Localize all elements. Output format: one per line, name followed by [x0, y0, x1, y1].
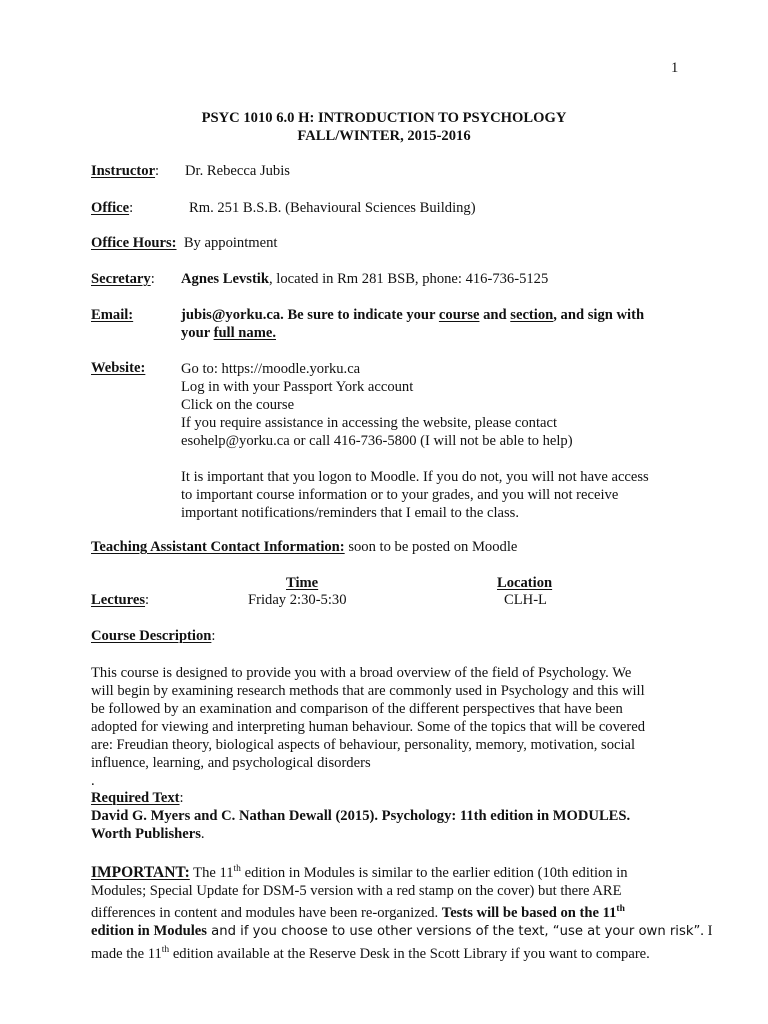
website-line: esohelp@yorku.ca or call 416-736-5800 (I will not be able to help): [181, 433, 573, 449]
website-line: If you require assistance in accessing the website, please contact: [181, 415, 558, 431]
instructor-value: Dr. Rebecca Jubis: [185, 163, 290, 179]
important-line-2: Modules; Special Update for DSM-5 version with a red stamp on the cover) but there ARE: [91, 883, 622, 899]
email-text: . Be sure to indicate your: [280, 307, 439, 323]
required-text-label: Required Text: [91, 790, 180, 806]
email-line-1: [181, 307, 644, 324]
email-address[interactable]: jubis@yorku.ca: [181, 307, 281, 323]
lectures-row: [91, 592, 149, 609]
superscript: th: [616, 904, 625, 914]
secretary-label: Secretary: [91, 271, 151, 287]
important-line-4: [91, 922, 712, 941]
course-description-sep: :: [211, 628, 216, 644]
important-text: made the 11: [91, 946, 162, 962]
moodle-note-line: important notifications/reminders that I email to the class.: [181, 505, 520, 521]
superscript: th: [161, 945, 170, 955]
ta-label: Teaching Assistant Contact Information:: [91, 539, 345, 555]
important-line-5: [91, 941, 712, 963]
description-line: be followed by an examination and comparison of the different perspectives that have been: [91, 701, 623, 717]
time-header: Time: [286, 575, 319, 591]
ta-row: [91, 539, 517, 556]
moodle-note: [181, 468, 649, 522]
ta-value: soon to be posted on Moodle: [348, 539, 518, 555]
office-hours-label: Office Hours:: [91, 235, 177, 251]
required-text-section: [91, 789, 630, 843]
description-line: .: [91, 773, 95, 789]
secretary-details: , located in Rm 281 BSB, phone: 416-736-5125: [268, 271, 549, 287]
textbook-citation: David G. Myers and C. Nathan Dewall (2015). Psychology: 11th edition in MODULES.: [91, 808, 631, 824]
email-line-2: [181, 325, 276, 342]
email-course: course: [438, 307, 480, 323]
description-line: are: Freudian theory, biological aspects of behaviour, personality, memory, motivation, social: [91, 737, 636, 753]
publisher: Worth Publishers: [91, 826, 201, 842]
term-title: FALL/WINTER, 2015-2016: [297, 128, 471, 144]
course-title: PSYC 1010 6.0 H: INTRODUCTION TO PSYCHOLOGY: [201, 110, 567, 126]
instructor-sep: :: [155, 163, 160, 179]
website-line: Log in with your Passport York account: [181, 379, 414, 395]
location-header: Location: [497, 575, 553, 591]
course-description-body: [91, 664, 645, 790]
important-line-3: [91, 900, 712, 922]
moodle-note-line: to important course information or to your grades, and you will not receive: [181, 487, 619, 503]
secretary-name: Agnes Levstik: [181, 271, 269, 287]
important-line-1: [91, 860, 712, 882]
email-text: your: [181, 325, 214, 341]
secretary-sep: :: [150, 271, 155, 287]
publisher-period: .: [200, 826, 205, 842]
important-text: edition available at the Reserve Desk in the Scott Library if you want to compare.: [169, 946, 650, 962]
important-text: edition in Modules is similar to the earlier edition (10th edition in: [240, 865, 628, 881]
publisher-line: [91, 825, 630, 843]
moodle-note-line: It is important that you logon to Moodle. If you do not, you will not have access: [181, 469, 649, 485]
email-text: , and sign with: [553, 307, 645, 323]
lecture-time: Friday 2:30-5:30: [248, 592, 347, 608]
office-label: Office: [91, 200, 130, 216]
tests-note: edition in Modules: [91, 923, 207, 939]
email-section: section: [510, 307, 554, 323]
office-sep: :: [129, 200, 134, 216]
secretary-value: [181, 271, 548, 288]
important-text: and if you choose to use other versions of the text, “use at your own risk”: [206, 924, 701, 939]
office-row: [91, 200, 133, 217]
important-text: The 11: [189, 865, 234, 881]
website-line: Go to: https://moodle.yorku.ca: [181, 361, 361, 377]
description-line: adopted for viewing and interpreting human behaviour. Some of the topics that will be covered: [91, 719, 646, 735]
description-line: will begin by examining research methods that are commonly used in Psychology and this will: [91, 683, 645, 699]
email-text: and: [479, 307, 511, 323]
important-label: IMPORTANT:: [91, 864, 190, 881]
website-line: Click on the course: [181, 397, 295, 413]
office-value: Rm. 251 B.S.B. (Behavioural Sciences Building): [189, 200, 476, 216]
course-description-label: Course Description: [91, 628, 212, 644]
description-line: This course is designed to provide you with a broad overview of the field of Psychology. We: [91, 665, 632, 681]
office-hours-value: By appointment: [183, 235, 278, 251]
page-number: 1: [671, 60, 679, 76]
lectures-sep: :: [145, 592, 150, 608]
instructor-label: Instructor: [91, 163, 156, 179]
website-label: Website:: [91, 360, 146, 376]
important-text: differences in content and modules have been re-organized.: [91, 905, 442, 921]
secretary-row: [91, 271, 155, 288]
superscript: th: [233, 864, 241, 874]
website-instructions: [181, 360, 573, 450]
required-text-sep: :: [179, 790, 184, 806]
lecture-location: CLH-L: [504, 592, 547, 608]
tests-note: Tests will be based on the 11: [441, 905, 617, 921]
important-text: . I: [700, 923, 713, 939]
lectures-label: Lectures: [91, 592, 146, 608]
description-line: influence, learning, and psychological disorders: [91, 755, 371, 771]
required-text-heading: [91, 789, 630, 807]
important-section: [91, 860, 712, 963]
office-hours-row: [91, 235, 277, 252]
email-label: Email:: [91, 307, 134, 323]
instructor-row: [91, 163, 159, 180]
course-description-heading: [91, 628, 215, 645]
email-fullname: full name.: [213, 325, 277, 341]
